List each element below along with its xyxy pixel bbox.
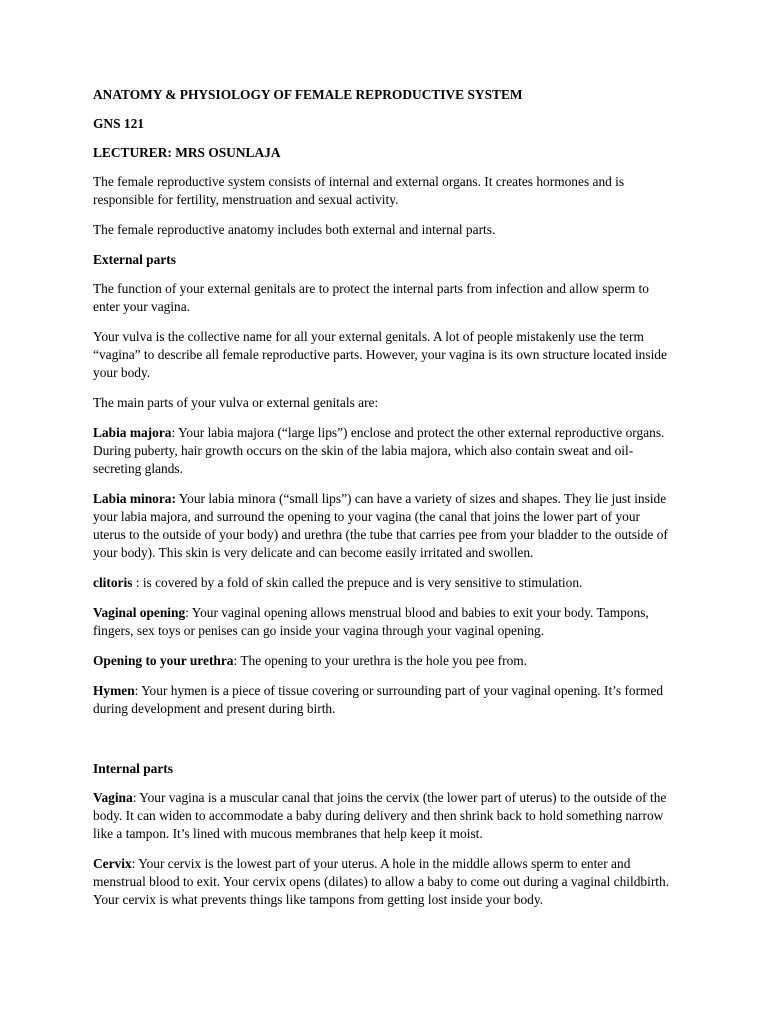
definition-term: Vaginal opening — [93, 605, 186, 620]
definition-term: Opening to your urethra — [93, 653, 234, 668]
definition-text: : Your vagina is a muscular canal that joins the cervix (the lower part of uterus) to the outside of the body. It can widen to accommodate a baby during delivery and then shrink back to hold something narrow like a tampon. It’s lined with mucous membranes that help keep it moist. — [93, 790, 667, 841]
definition-text: : is covered by a fold of skin called the prepuce and is very sensitive to stimulation. — [132, 575, 583, 590]
document-page — [93, 86, 671, 921]
definition-item — [93, 490, 671, 562]
definition-item — [93, 682, 671, 718]
lecturer-name: LECTURER: MRS OSUNLAJA — [93, 145, 281, 160]
definition-term: Hymen — [93, 683, 135, 698]
definition-item — [93, 652, 671, 670]
paragraph: Your vulva is the collective name for all your external genitals. A lot of people mistakenly use the term “vagina” to describe all female reproductive parts. However, your vagina is its own structure located inside your body. — [93, 329, 667, 380]
definition-item — [93, 424, 671, 478]
section-spacer — [93, 730, 671, 760]
intro-paragraph: The female reproductive anatomy includes both external and internal parts. — [93, 222, 496, 237]
definition-text: : Your vaginal opening allows menstrual blood and babies to exit your body. Tampons, fingers, sex toys or penises can go inside your vagina through your vaginal opening. — [93, 605, 649, 638]
definition-text: : Your labia majora (“large lips”) enclose and protect the other external reproductive organs. During puberty, hair growth occurs on the skin of the labia majora, which also contain sweat and oil-secreting glands. — [93, 425, 665, 476]
section-heading-external: External parts — [93, 252, 176, 267]
definition-term: Labia minora: — [93, 491, 176, 506]
section-heading-internal: Internal parts — [93, 761, 173, 776]
intro-paragraph: The female reproductive system consists of internal and external organs. It creates hormones and is responsible for fertility, menstruation and sexual activity. — [93, 174, 625, 207]
definition-text: : Your hymen is a piece of tissue covering or surrounding part of your vaginal opening. It’s formed during development and present during birth. — [93, 683, 664, 716]
definition-term: Labia majora — [93, 425, 172, 440]
definition-term: Vagina — [93, 790, 133, 805]
course-code: GNS 121 — [93, 116, 144, 131]
paragraph: The function of your external genitals are to protect the internal parts from infection and allow sperm to enter your vagina. — [93, 281, 649, 314]
definition-item — [93, 789, 671, 843]
definition-text: : Your cervix is the lowest part of your uterus. A hole in the middle allows sperm to enter and menstrual blood to exit. Your cervix opens (dilates) to allow a baby to come out during a vaginal childbirth. Your cervix is what prevents things like tampons from getting lost inside your body. — [93, 856, 670, 907]
definition-term: clitoris — [93, 575, 133, 590]
definition-item — [93, 855, 671, 909]
paragraph: The main parts of your vulva or external genitals are: — [93, 395, 379, 410]
definition-term: Cervix — [93, 856, 132, 871]
definition-text: : The opening to your urethra is the hole you pee from. — [233, 653, 528, 668]
definition-item — [93, 604, 671, 640]
definition-item — [93, 574, 671, 592]
document-title: ANATOMY & PHYSIOLOGY OF FEMALE REPRODUCTIVE SYSTEM — [93, 87, 523, 102]
definition-text: Your labia minora (“small lips”) can have a variety of sizes and shapes. They lie just inside your labia majora, and surround the opening to your vagina (the canal that joins the lower part of your uterus to the outside of your body) and urethra (the tube that carries pee from your bladder to the outside of your body). This skin is very delicate and can become easily irritated and swollen. — [93, 491, 668, 560]
